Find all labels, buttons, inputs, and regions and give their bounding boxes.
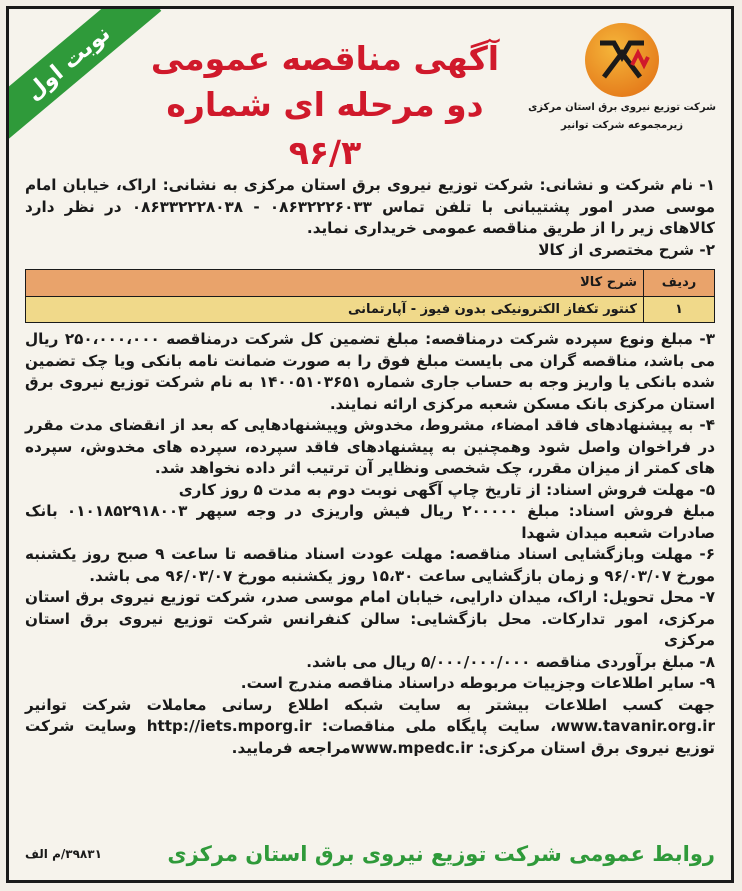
company-name: شرکت توزیع نیروی برق استان مرکزی [528,102,716,113]
company-subtitle: زیرمجموعه شرکت توانیر [561,120,683,131]
public-relations-signature: روابط عمومی شرکت توزیع نیروی برق استان مرکزی [167,842,715,866]
tavanir-logo-icon [585,23,659,97]
goods-table-header [26,270,715,297]
col-description: شرح کالا [26,270,644,297]
title-block [129,37,521,177]
more-info-text-3: وسایت شرکت توزیع نیروی برق استان مرکزی: [25,717,715,757]
item-6: ۶- مهلت وبازگشایی اسناد مناقصه: مهلت عودت اسناد مناقصه تا ساعت ۹ صبح روز یکشنبه مورخ ۹۶/۰۳/۰۷ و زمان بازگشایی ساعت ۱۵،۳۰ روز یکشنبه مورخ ۹۶/۰۳/۰۷ می باشد. [25,545,715,585]
more-info-text-2: ، سایت پایگاه ملی مناقصات: [321,717,557,735]
iets-link[interactable]: http://iets.mporg.ir [146,717,312,735]
item-5: ۵- مهلت فروش اسناد: از تاریخ چاپ آگهی نوبت دوم به مدت ۵ روز کاری [178,480,715,499]
mpedc-link[interactable]: www.mpedc.ir [350,738,473,757]
table-row [26,296,715,323]
item-1: ۱- نام شرکت و نشانی: شرکت توزیع نیروی برق استان مرکزی به نشانی: اراک، خیابان امام موسی صدر امور پشتیبانی با تلفن تماس ۰۸۶۳۲۲۲۶۰۳۳ - ۰۸۶۳۳۲۲۲۸۰۳۸ در نظر دارد کالاهای زیر را از طریق مناقصه عمومی خریداری نماید. [25,176,715,237]
item-8: ۸- مبلغ برآوردی مناقصه ۵/۰۰۰/۰۰۰/۰۰۰ ریال می باشد. [306,652,715,671]
item-4: ۴- به پیشنهادهای فاقد امضاء، مشروط، مخدوش وپیشنهادهایی که بعد از انقضای مدت مقرر در فراخوان واصل شود وهمچنین به پیشنهادهای فاقد سپرده، سپرده های مخدوش، سپرده های کمتر از میزان مقرر، چک شخصی ونظایر آن ترتیب اثر داده نخواهد شد. [25,416,715,477]
goods-table [25,269,715,323]
notice-body [25,175,715,759]
notice-number: دو مرحله ای شماره ۹۶/۳ [166,85,484,172]
row-number: ۱ [644,296,715,323]
tavanir-link[interactable]: www.tavanir.org.ir [556,717,715,735]
first-round-ribbon: نوبت اول [6,6,161,146]
more-info-text: جهت کسب اطلاعات بیشتر به سایت شبکه اطلاع رسانی معاملات شرکت توانیر [25,695,715,714]
footer [25,842,715,866]
more-info [25,695,715,760]
item-3: ۳- مبلغ ونوع سپرده شرکت درمناقصه: مبلغ تضمین کل شرکت درمناقصه ۲۵۰،۰۰۰،۰۰۰ ریال می باشد، مناقصه گران می بایست مبلغ فوق را به صورت ضمانت نامه بانکی ویا چک تضمین شده بانکی یا واریز وجه به حساب جاری شماره ۱۴۰۰۵۱۰۳۶۵۱ به نام شرکت توزیع نیروی برق استان مرکزی بانک مسکن شعبه مرکزی ارائه نمایند. [25,330,716,413]
item-9: ۹- سایر اطلاعات وجزییات مربوطه دراسناد مناقصه مندرج است. [240,674,715,692]
item-5-price: مبلغ فروش اسناد: مبلغ ۲۰۰۰۰۰ ریال فیش واریزی در وجه سپهر ۰۱۰۱۸۵۲۹۱۸۰۰۳ بانک صادرات شعبه میدان شهدا [25,502,716,542]
item-7: ۷- محل تحویل: اراک، میدان دارایی، خیابان امام موسی صدر، شرکت توزیع نیروی برق استان مرکزی، امور تدارکات. محل بازگشایی: سالن کنفرانس شرکت توزیع نیروی برق استان مرکزی [25,588,715,649]
notice-title: آگهی مناقصه عمومی [150,39,500,78]
ad-code: ۳۹۸۳۱/م الف [25,847,102,861]
row-description: کنتور تکفاز الکترونیکی بدون فیوز - آپارتمانی [26,296,644,323]
item-2: ۲- شرح مختصری از کالا [538,240,715,259]
more-info-text-4: مراجعه فرمایید. [231,738,351,757]
tender-notice [6,6,734,883]
company-logo-block [527,23,717,133]
col-row-number: ردیف [644,270,715,297]
